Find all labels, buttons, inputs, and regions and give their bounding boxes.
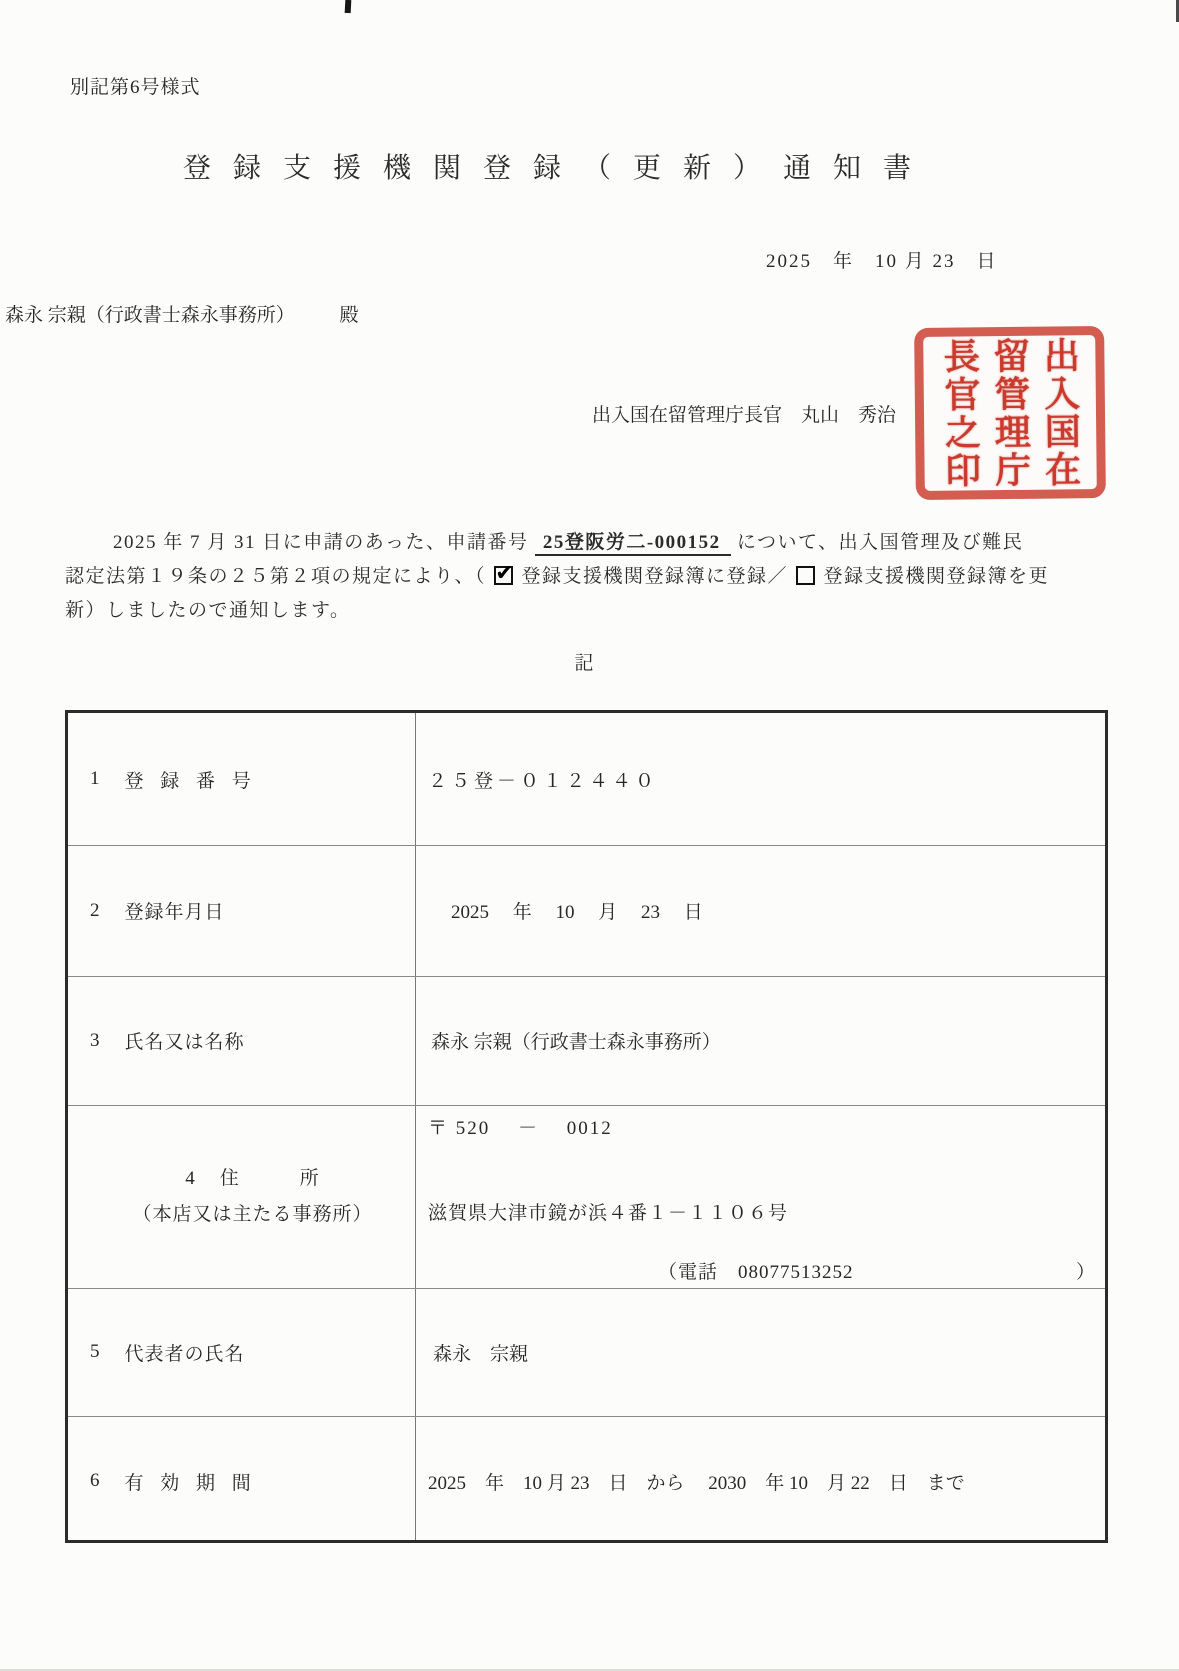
table-row-name	[68, 976, 1105, 1105]
row-label-text: 登 録 番 号	[124, 770, 257, 792]
row-number: 5	[90, 1341, 101, 1362]
official-red-seal	[914, 326, 1106, 500]
body-text: について、出入国管理及び難民	[736, 532, 1024, 553]
form-number-label: 別記第6号様式	[70, 77, 201, 98]
addressee-line	[5, 300, 359, 327]
row-value	[415, 1288, 1105, 1416]
row-label-text: 代表者の氏名	[124, 1343, 245, 1365]
row-label	[68, 1416, 415, 1546]
document-title: 登録支援機関登録（更新）通知書	[182, 153, 933, 184]
row-label-text: 氏名又は名称	[124, 1032, 245, 1053]
body-paragraph-line2	[65, 561, 1049, 588]
row-label	[68, 1105, 415, 1288]
scan-artifact	[345, 0, 352, 13]
checkmark-icon: ✔	[495, 561, 516, 586]
row-number: 3	[90, 1029, 101, 1051]
row-label-text: 住 所	[219, 1167, 320, 1189]
row-label	[68, 1288, 415, 1416]
registration-number-value: ２５登－０１２４４０	[428, 770, 659, 792]
issuer-line: 出入国在留管理庁長官 丸山 秀治	[592, 405, 897, 426]
name-value: 森永 宗親（行政書士森永事務所）	[431, 1032, 721, 1053]
table-row-address	[68, 1105, 1105, 1288]
register-option-text: 登録支援機関登録簿に登録／	[521, 566, 789, 587]
row-number: 2	[90, 899, 101, 921]
registration-date-value: 2025 年 10 月 23 日	[451, 902, 703, 923]
row-value	[415, 976, 1105, 1105]
row-number: 4	[185, 1167, 196, 1189]
row-value	[415, 1416, 1105, 1546]
row-number: 1	[90, 768, 101, 789]
row-value	[415, 1105, 1105, 1288]
row-value	[415, 845, 1105, 976]
row-label-text: 有 効 期 間	[124, 1472, 257, 1494]
row-label-text: 登録年月日	[124, 902, 225, 923]
addressee-name: 森永 宗親（行政書士森永事務所）	[5, 305, 295, 326]
validity-period-value: 2025 年 10 月 23 日 から 2030 年 10 月 22 日 まで	[428, 1472, 965, 1494]
row-label-subtext: （本店又は主たる事務所）	[132, 1203, 373, 1225]
table-row-registration-number	[68, 713, 1105, 845]
row-label	[68, 976, 415, 1105]
postal-code-value: 〒 520 － 0012	[428, 1118, 613, 1139]
application-number: 25登阪労二-000152	[535, 532, 731, 556]
row-value	[415, 713, 1105, 845]
registration-details-table	[65, 710, 1108, 1543]
renew-option-text: 登録支援機関登録簿を更	[823, 566, 1050, 587]
table-row-representative	[68, 1288, 1105, 1416]
row-label	[68, 713, 415, 845]
issue-date: 2025 年 10 月 23 日	[766, 251, 998, 272]
address-value: 滋賀県大津市鏡が浜４番１－１１０６号	[428, 1203, 789, 1224]
row-label	[68, 845, 415, 976]
body-text: 2025 年 7 月 31 日に申請のあった、申請番号	[113, 532, 529, 553]
representative-name-value: 森永 宗親	[433, 1343, 529, 1365]
table-row-registration-date	[68, 845, 1105, 976]
body-text: 認定法第１９条の２５第２項の規定により、（	[65, 566, 487, 587]
register-checkbox-checked-icon	[494, 561, 516, 586]
phone-close-paren: ）	[1075, 1262, 1095, 1283]
renew-checkbox-empty-icon	[796, 566, 815, 585]
phone-value: （電話 08077513252	[658, 1262, 854, 1283]
seal-text: 出入国在留管理庁長官之印	[939, 336, 1081, 490]
body-paragraph-line3: 新）しましたので通知します。	[65, 600, 351, 621]
ki-separator-label: 記	[574, 653, 594, 674]
addressee-honorific: 殿	[339, 305, 359, 326]
body-paragraph-line1	[113, 527, 1023, 554]
table-row-validity-period	[68, 1416, 1105, 1546]
row-number: 6	[90, 1470, 101, 1491]
